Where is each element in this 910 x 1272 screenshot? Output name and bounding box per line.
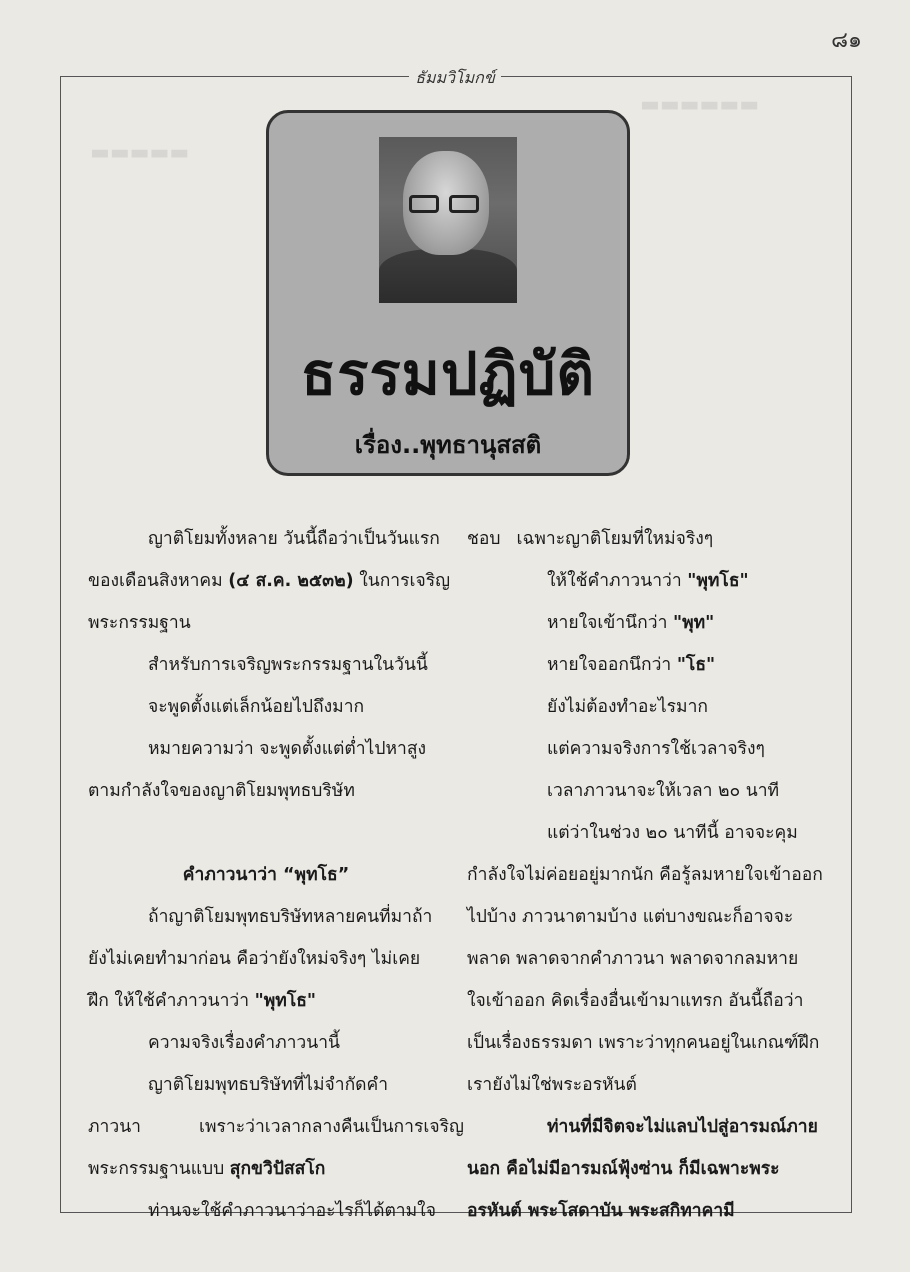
text-line: ใจเข้าออก คิดเรื่องอื่นเข้ามาแทรก อันนี้ถือว่า xyxy=(467,991,804,1011)
text-line: ญาติโยมพุทธบริษัทที่ไม่จำกัดคำ xyxy=(148,1075,389,1095)
text-line: นอก คือไม่มีอารมณ์ฟุ้งซ่าน ก็มีเฉพาะพระ xyxy=(467,1159,780,1179)
text-line: ชอบ เฉพาะญาติโยมที่ใหม่จริงๆ xyxy=(467,529,714,549)
text-line: ท่านจะใช้คำภาวนาว่าอะไรก็ได้ตามใจ xyxy=(148,1201,436,1221)
text-line: ความจริงเรื่องคำภาวนานี้ xyxy=(148,1033,341,1053)
text-line: กำลังใจไม่ค่อยอยู่มากนัก คือรู้ลมหายใจเข้าออก xyxy=(467,865,823,885)
text-line: สำหรับการเจริญพระกรรมฐานในวันนี้ xyxy=(148,655,428,675)
text-line: เรายังไม่ใช่พระอรหันต์ xyxy=(467,1075,637,1095)
text-line: หายใจเข้านึกว่า "พุท" xyxy=(547,613,715,633)
text-line: แต่ความจริงการใช้เวลาจริงๆ xyxy=(547,739,765,759)
running-head xyxy=(0,66,910,88)
text-line: ของเดือนสิงหาคม (๔ ส.ค. ๒๕๓๒) ในการเจริญ xyxy=(88,571,451,591)
bleed-through-text: ▬▬▬▬▬ xyxy=(90,140,190,164)
running-head-text: ธัมมวิโมกข์ xyxy=(409,68,501,87)
text-line: หมายความว่า จะพูดตั้งแต่ต่ำไปหาสูง xyxy=(148,739,427,759)
text-line: เป็นเรื่องธรรมดา เพราะว่าทุกคนอยู่ในเกณฑ์ฝึก xyxy=(467,1033,820,1053)
text-line: ญาติโยมทั้งหลาย วันนี้ถือว่าเป็นวันแรก xyxy=(148,529,440,549)
text-line: หายใจออกนึกว่า "โธ" xyxy=(547,655,716,675)
text-line: ฝึก ให้ใช้คำภาวนาว่า "พุทโธ" xyxy=(88,991,317,1011)
text-line: แต่ว่าในช่วง ๒๐ นาทีนี้ อาจจะคุม xyxy=(547,823,798,843)
right-column xyxy=(467,518,839,1232)
page-number: ๘๑ xyxy=(831,28,862,53)
text-line: พระกรรมฐาน xyxy=(88,613,191,633)
left-column xyxy=(88,518,464,1232)
title-box xyxy=(266,110,630,476)
text-line: ตามกำลังใจของญาติโยมพุทธบริษัท xyxy=(88,781,355,801)
article-subtitle: เรื่อง..พุทธานุสสติ xyxy=(354,431,542,459)
text-line: พลาด พลาดจากคำภาวนา พลาดจากลมหาย xyxy=(467,949,799,969)
robe xyxy=(379,249,517,303)
article-title: ธรรมปฏิบัติ xyxy=(300,340,596,408)
bleed-through-text: ▬▬▬▬▬▬ xyxy=(640,92,760,116)
section-heading: คำภาวนาว่า “พุทโธ” xyxy=(182,865,350,885)
text-line: ท่านที่มีจิตจะไม่แลบไปสู่อารมณ์ภาย xyxy=(547,1117,818,1137)
text-line: ยังไม่เคยทำมาก่อน คือว่ายังใหม่จริงๆ ไม่เคย xyxy=(88,949,421,969)
text-line: ถ้าญาติโยมพุทธบริษัทหลายคนที่มาถ้า xyxy=(148,907,433,927)
text-line: ภาวนา เพราะว่าเวลากลางคืนเป็นการเจริญ xyxy=(88,1117,464,1137)
glasses xyxy=(409,195,485,213)
monk-portrait-photo xyxy=(379,137,517,303)
text-line: ไปบ้าง ภาวนาตามบ้าง แต่บางขณะก็อาจจะ xyxy=(467,907,794,927)
text-line: อรหันต์ พระโสดาบัน พระสกิทาคามี xyxy=(467,1201,735,1221)
text-line: เวลาภาวนาจะให้เวลา ๒๐ นาที xyxy=(547,781,780,801)
text-line: ให้ใช้คำภาวนาว่า "พุทโธ" xyxy=(547,571,749,591)
text-line: พระกรรมฐานแบบ สุกขวิปัสสโก xyxy=(88,1159,326,1179)
text-line: ยังไม่ต้องทำอะไรมาก xyxy=(547,697,708,717)
text-line: จะพูดตั้งแต่เล็กน้อยไปถึงมาก xyxy=(148,697,365,717)
